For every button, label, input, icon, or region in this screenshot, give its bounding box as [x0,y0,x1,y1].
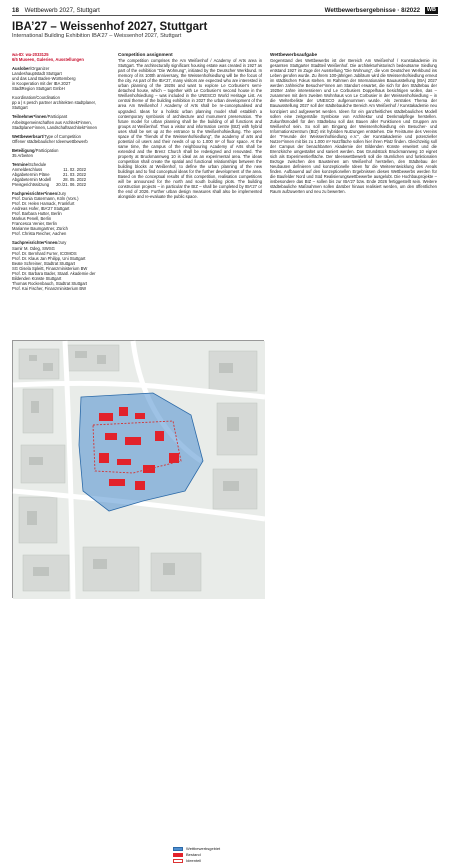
organizer-line: Landeshauptstadt Stuttgart [12,71,62,77]
publication-title: Wettbewerb 2027, Stuttgart [24,7,100,14]
organizer-en: /Organizer [29,66,50,72]
organizer-block [12,66,114,91]
wa-id[interactable]: wa-ID: wa-2033125 [12,52,49,57]
coordination-en: /Coordination [35,95,60,101]
schedule-key: Preisgerichtssitzung [12,181,50,187]
article-subtitle: International Building Exhibition IBA’27 – Weissenhof 2027, Stuttgart [12,33,182,39]
section-title: Wettbewerbsergebnisse · 8/2022 [324,7,421,14]
expert-member: SG Gisela Spleitt, Finanzministerium BW [12,265,88,271]
expert-member: Beate Schreiner, Stadtrat Stuttgart [12,260,76,266]
expert-member: Prof. Kai Fischer, Finanzministerium BW [12,285,87,291]
expert-member: Samir M. Odeg, SWSG [12,245,55,251]
participation-label: Beteiligung [12,147,35,153]
wb-logo: WB [426,7,436,13]
coordination-line: pp a | s pesch partner architekten stadtplaner, [12,100,96,106]
german-column [270,52,437,598]
english-column [118,52,262,342]
site-plan-drawing [13,341,265,599]
jury-en: /Jury [57,191,67,197]
schedule-key: Abgabetermin Pläne [12,171,50,177]
expert-member: Prof. Dr. Barbara Bader, Staatl. Akademie der [12,270,96,276]
schedule-date: 21. 03. 2022 [62,171,86,177]
competition-assignment-heading: Competition assignment [118,52,173,57]
participants-en: /Participant [46,114,68,120]
legend-swatch-area [173,847,183,851]
expert-member: Prof. Dr. Bernhard Furrer, ICOMOS [12,250,77,256]
schedule-row [12,182,86,187]
organizer-line: in Kooperation mit der IBA 2027 [12,81,71,87]
schedule-date: 28. 05. 2022 [62,176,86,182]
page-header [12,5,438,16]
header-section [325,5,438,16]
procedure-text: Offener städtebaulicher Ideenwettbewerb [12,138,88,144]
jury-member: Prof. Barbara Hutter, Berlin [12,211,62,217]
schedule-en: /Schedule [27,161,47,167]
legend-item [173,858,251,864]
legend-label: Wettbewerbsgebiet [186,846,221,851]
procedure-block [12,134,114,144]
article-title: IBA’27 – Weissenhof 2027, Stuttgart [12,21,208,33]
organizer-line: StadtRegion Stuttgart GmbH [12,86,65,92]
jury-member: Markus Penell, Berlin [12,216,52,222]
organizer-line: und das Land Baden-Württemberg [12,76,76,82]
coordination-line: Stuttgart [12,105,28,111]
participants-text: Arbeitsgemeinschaften aus Architekt*innen, Stadtplaner*innen, Landschaftsarchitekt*innen [12,119,97,130]
schedule-date: 11. 02. 2022 [63,166,86,172]
coordination-block [12,95,114,110]
schedule-key: Anmeldeschluss [12,166,43,172]
expert-member: Prof. Dr. Klaus Jan Philipp, Uni Stuttgart [12,255,86,261]
wettbewerbsaufgabe-text: Gegenstand des Wettbewerbs ist der Bereich Am Weißenhof / Kunstakademie im gesamten Stuttgarter Stadtteil Weißenhof. Die architekturhistorisch bedeutsame Siedlung entstand 1927 im Zuge der Ausstellung "Die Wohnung", die vom Deutschen Werkbund ins Leben gerufen wurde. Zu ihrem 100-jährigen Jubiläum wird die Weissenhofsiedlung erneut im städtischen Fokus stehen. Im Rahmen der Internationalen Bauausstellung (IBA) 2027 werden zahlreiche Besucher*innen am Standort erwartet, die sich für den Städtebau der 1920er Jahre interessieren und Le Corbusiers Doppelhaus besichtigen wollen, das – zusammen mit dem zweiten Wohnhaus von Le Corbusier in der Weissenhofsiedlung – in die Welterbeliste der UNESCO aufgenommen wurde. Als zentrales Thema der Bauausstellung 2027 soll der städtebauliche Bereich Am Weißenhof / Kunstakademie neu konzipiert und aufgewertet werden. Ideen für ein ganzheitliches städtebauliches Modell sollen eine zeitgemäße Symbiose von Architektur und Denkmalpflege herstellen. Zukunftsmodell für den Städtebau soll das Bauen aller Funktionen und Gruppen am Weißenhof sein. So soll am Eingang der Weissenhofsiedlung ein Besucher- und Informationszentrum (BIZ) mit hybriden Nutzungen entstehen. Die Freiräume des Vereins der "Freunde der Weissenhofsiedlung e.V.", der Kunstakademie und potenzieller Nutzer*innen mit bis zu 1.000 m² Nutzfläche sollen hier ihren Platz finden. Gleichzeitig soll der Campus der benachbarten Akademie der Bildenden Künste erweitert und die Brenzkirche umgestaltet und saniert werden. Das Grundstück Bruckmannweg 10 eignet sich als Experimentierfläche. Der Ideenwettbewerb soll die räumlichen und funktionalen Bezüge zwischen den Bausteinen am Weißenhof herstellen, den Städtebau der Neubauten definieren und konzeptionelle Ideen für die Weiterentwicklung des Areals finden. Aufbauend auf den konzeptionellen Ergebnissen dieses Wettbewerbs werden für die Baufelder Nord und Süd Realisierungswettbewerbe ausgelobt. Die Hochbauprojekte – insbesondere das BIZ – sollen bis zur IBA’27 bzw. Ende 2026 fertiggestellt sein. Weitere städtebauliche Maßnahmen sollen darüber hinaus realisiert werden, um den öffentlichen Raum aufzuwerten und neu zu bewerten. [270,58,437,195]
category-link[interactable]: 6/5 Museen, Galerien, Ausstellungen [12,57,84,63]
legend-swatch-idea [173,859,183,863]
participants-label: Teilnehmer*innen [12,114,47,120]
expert-member: Thomas Rockenbauch, Stadtrat Stuttgart [12,280,88,286]
jury-member: Prof. Dr. Helen Hamack, Frankfurt [12,201,75,207]
procedure-label: Wettbewerbsart [12,133,43,139]
page-number: 18 [12,7,19,14]
legend-label: Bestand [186,852,201,857]
jury-member: Francesca Venier, Berlin [12,221,57,227]
jury-label: Fachpreisrichter*innen [12,191,58,197]
coordination-label: Koordination [12,95,36,101]
jury-member: Marianne Baumgartner, Zürich [12,226,68,232]
expert-member: Bildenden Künste Stuttgart [12,275,62,281]
map-legend [170,844,254,866]
jury-member: Prof. Donia Gatermann, Köln (Vors.) [12,196,79,202]
schedule-block [12,162,114,187]
participants-block [12,114,114,129]
jury-block [12,191,114,236]
legend-swatch-existing [173,853,183,857]
site-plan-map [12,340,264,863]
wettbewerbsaufgabe-heading: Wettbewerbsaufgabe [270,52,318,57]
competition-assignment-text: The competition comprises the Am Weißenhof / Academy of Arts area in Stuttgart. The architecturally significant housing estate was created in 1927 as part of the exhibition "Die Wohnung", initiated by the Deutscher Werkbund. In memory of its 100th anniversary, the Weissenhofsiedlung will be the focus of the city. As part of the IBA’27, many visitors are expected who are interested in urban planning of the 1920s and want to explore Le Corbusier’s semi-detached house, which – together with Le Corbusier’s second house in the Weißenhofsiedlung – was included in the UNESCO World Heritage List. As central theme of the building exhibition in 2027 the urban development of the area Am Weißenhof / Academy of Arts shall be re-conceptualised and upgraded. Ideas for a holistic urban planning model shall establish a contemporary symbiosis of architecture and monument preservation. The future model for urban planning shall be the building of all functions and groups at Weißenhof. Thus a visitor and information centre (BIZ) with hybrid uses shall be set up at the entrance to the Weißenhofsiedlung. The open space of the "friends of the Weissenhofsiedlung", the academy of arts and potential oil users and their needs of up to 1.000 m² of floor space. At the same time, the campus of the neighbouring Academy of Arts shall be extended and the Brenz Church shall be redesigned and renovated. The property at Bruckmannweg 10 is ideal as an experimental area. The ideas competition shall create the spatial and functional relationships between the building blocks at Weißenhof, to define the urban planning of the new buildings and to find conceptual ideas for the further development of the area. Based on the conceptual results of this competition, realisation competitions will be announced for the north and south building plots. The building construction projects – in particular the BIZ – shall be completed by IBA’27 or the end of 2026. Further urban design measures shall also be implemented alongside and re-evaluate the public space. [118,58,262,200]
schedule-date: 20./21. 06. 2022 [56,181,86,187]
jury-member: Andreas Hofer, IBA’27 Stuttgart [12,206,70,212]
schedule-label: Termine [12,161,28,167]
organizer-label: Auslober [12,66,30,72]
expert-label: Sachpreisrichter*innen [12,240,58,246]
participation-en: /Participation [34,147,59,153]
participation-text: 35 Arbeiten [12,152,33,158]
expert-block [12,240,114,290]
jury-member: Prof. Christa Reicher, Aachen [12,231,67,237]
expert-en: /Jury [57,240,67,246]
legend-label: Ideenteil [186,858,202,863]
procedure-en: /Type of Competition [43,133,81,139]
participation-block [12,148,114,158]
schedule-key: Abgabetermin Modell [12,176,52,182]
